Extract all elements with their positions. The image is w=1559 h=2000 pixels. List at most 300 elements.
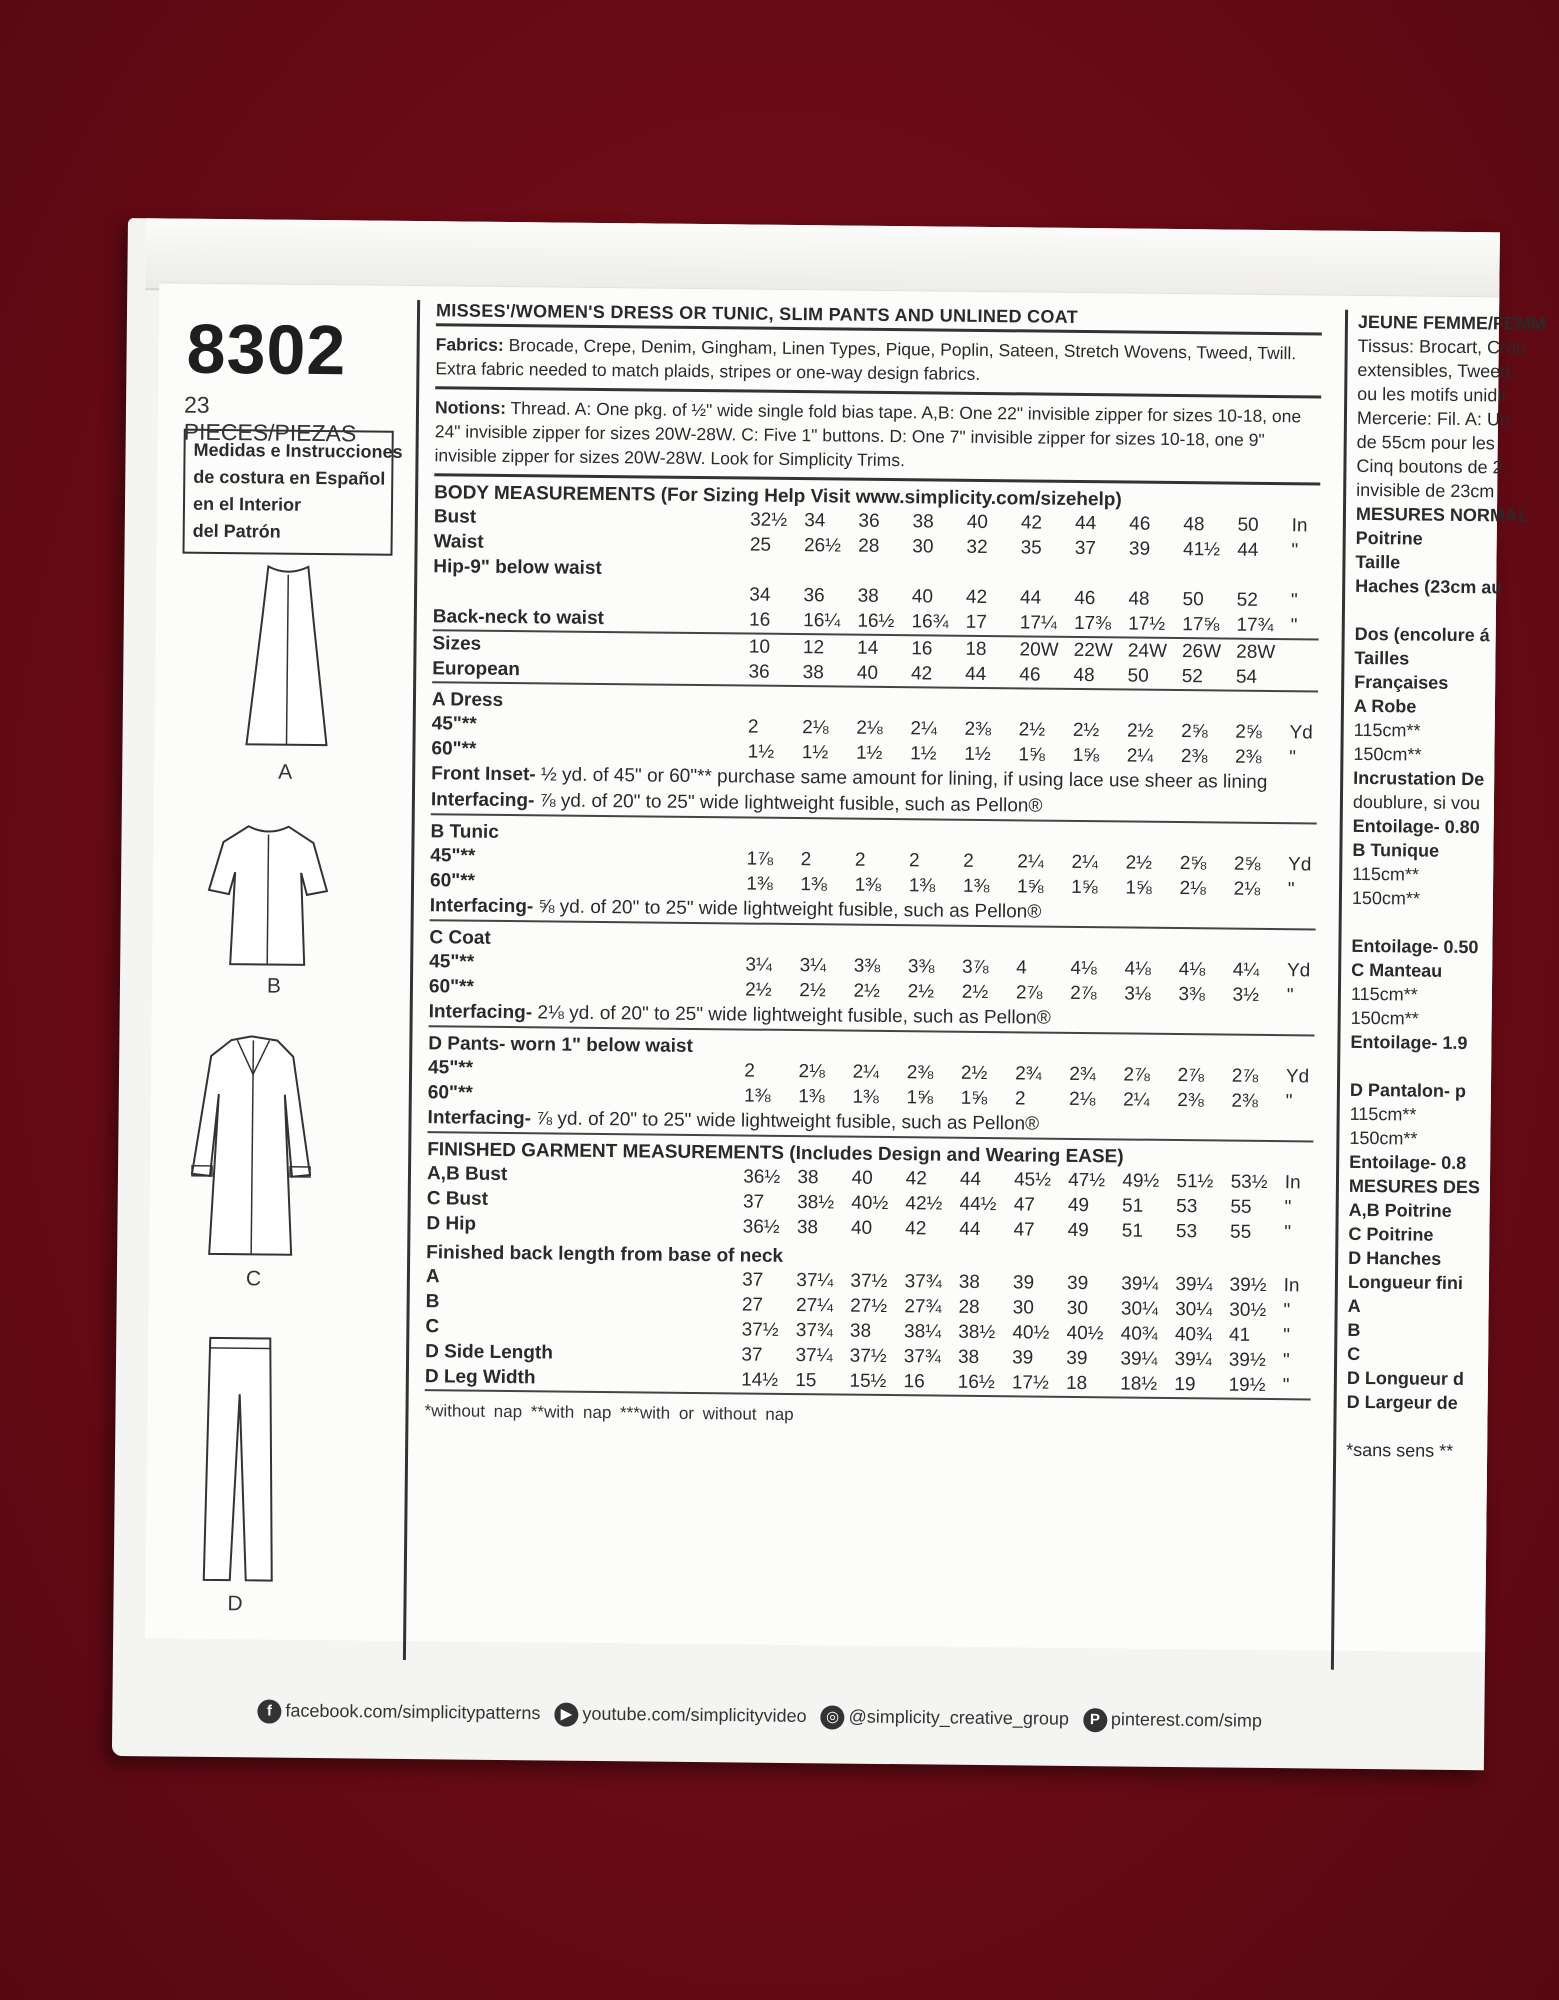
table-cell: 2¼ — [852, 1061, 880, 1083]
row-label: Bust — [433, 505, 477, 528]
table-cell: 17½ — [1128, 612, 1166, 635]
french-line: D Pantalon- p — [1349, 1079, 1467, 1102]
table-cell: 39¼ — [1174, 1348, 1212, 1370]
table-cell: 2⅝ — [1181, 720, 1208, 742]
table-cell — [1237, 563, 1291, 589]
table-cell: 1⅜ — [798, 1085, 825, 1107]
table-cell: 39¼ — [1175, 1273, 1213, 1295]
table-cell: 2½ — [1125, 851, 1153, 874]
french-line: invisible de 23cm — [1356, 479, 1495, 502]
table-cell: 37¾ — [795, 1319, 833, 1341]
table-cell: 3⅞ — [961, 956, 989, 978]
french-line: Entoilage- 0.50 — [1351, 935, 1479, 958]
table-cell: 40 — [966, 511, 989, 533]
french-line: A,B Poitrine — [1348, 1199, 1452, 1221]
coat-yardage-table — [429, 949, 1315, 1008]
french-line: 150cm** — [1353, 743, 1422, 765]
table-cell: 19 — [1174, 1373, 1196, 1395]
table-cell: 18½ — [1120, 1372, 1158, 1395]
table-cell: 17½ — [1011, 1371, 1049, 1394]
unit-cell — [1290, 640, 1318, 665]
french-line: Entoilage- 0.80 — [1352, 815, 1480, 838]
table-cell: 3⅜ — [907, 955, 935, 977]
table-cell: 27½ — [850, 1295, 888, 1317]
table-cell: 2¾ — [1015, 1062, 1042, 1085]
table-cell: 3⅜ — [1178, 983, 1205, 1005]
table-cell: 49½ — [1122, 1169, 1160, 1192]
table-cell — [1129, 561, 1183, 587]
spanish-line: en el Interior — [192, 493, 302, 515]
table-cell: 28W — [1236, 641, 1276, 663]
table-cell: 28 — [958, 1296, 980, 1318]
table-cell: 2½ — [1072, 719, 1100, 741]
table-cell: 51 — [1121, 1219, 1144, 1242]
table-cell: 3¼ — [799, 954, 827, 976]
table-cell: 2 — [800, 848, 812, 870]
view-label-a: A — [278, 760, 293, 784]
table-cell: 2⅜ — [1180, 745, 1208, 767]
table-cell: 38 — [802, 661, 824, 683]
table-cell: 51½ — [1176, 1170, 1214, 1192]
french-line: MESURES DES — [1348, 1175, 1481, 1198]
table-cell: 54 — [1235, 666, 1258, 688]
back-length-heading: Finished back length from base of neck — [426, 1242, 784, 1267]
table-cell: 2⅞ — [1177, 1064, 1205, 1086]
table-cell: 32½ — [750, 509, 788, 531]
table-cell: 48 — [1073, 664, 1095, 686]
table-cell: 2¼ — [1126, 744, 1154, 767]
table-cell: 2½ — [907, 980, 935, 1002]
left-column — [157, 283, 403, 1635]
social-link-text: @simplicity_creative_group — [848, 1706, 1070, 1729]
row-label: C — [425, 1315, 440, 1337]
table-cell: 30 — [1012, 1296, 1034, 1319]
table-cell: 38 — [912, 510, 934, 532]
french-line: Entoilage- 1.9 — [1350, 1031, 1468, 1054]
table-cell: 17¾ — [1236, 614, 1274, 636]
table-cell: 38 — [796, 1216, 819, 1238]
coat-heading: C Coat — [429, 927, 491, 949]
unit-cell: In — [1291, 514, 1308, 536]
table-cell: 40½ — [851, 1192, 889, 1214]
row-label: 60"** — [428, 975, 475, 998]
table-cell: 18 — [1065, 1372, 1088, 1394]
table-cell: 44 — [1020, 586, 1042, 609]
table-cell: 52 — [1236, 589, 1258, 611]
french-line: 115cm** — [1349, 1103, 1417, 1125]
row-label: D Side Length — [425, 1340, 553, 1364]
table-cell: 26½ — [803, 534, 842, 556]
table-cell: 39 — [1066, 1347, 1088, 1369]
table-cell: 15 — [795, 1369, 817, 1391]
table-cell: 16½ — [857, 610, 895, 632]
unit-cell: " — [1282, 1349, 1290, 1371]
table-cell: 39¼ — [1121, 1272, 1159, 1295]
row-label: D Hip — [426, 1212, 477, 1235]
unit-cell: " — [1289, 746, 1297, 768]
table-cell: 19½ — [1228, 1374, 1266, 1396]
row-label: 45"** — [430, 844, 476, 867]
unit-cell: Yd — [1286, 959, 1311, 981]
table-cell: 30 — [1066, 1297, 1089, 1319]
table-cell: 17⅝ — [1182, 613, 1220, 635]
table-cell: 48 — [1128, 587, 1150, 610]
pants-yardage-table — [428, 1055, 1314, 1114]
social-link-text: youtube.com/simplicityvideo — [582, 1703, 807, 1726]
french-line: 150cm** — [1350, 1007, 1419, 1029]
table-cell: 40 — [851, 1167, 873, 1189]
french-instructions-column — [1331, 310, 1558, 1672]
table-cell: 37½ — [849, 1345, 887, 1367]
french-line: D Largeur de — [1346, 1391, 1458, 1413]
table-cell: 1⅜ — [800, 873, 828, 895]
table-cell: 37¾ — [903, 1345, 941, 1368]
table-cell: 1⅜ — [744, 1085, 771, 1107]
table-cell: 37 — [742, 1190, 765, 1213]
table-cell — [912, 559, 966, 585]
table-cell: 22W — [1073, 639, 1113, 661]
french-line: 115cm** — [1350, 983, 1418, 1005]
notions-text: Thread. A: One pkg. of ½" wide single fold bias tape. A,B: One 22" invisible zipper for sizes 10-18, one 24" invisible zipper for sizes 20W-28W. C: Five 1" buttons. D: One 7" invisible zipper for sizes 10-18, one 9" invisible zipper for sizes 20W-28W. Look for Simplicity Trims. — [434, 398, 1302, 471]
pattern-envelope — [112, 218, 1547, 1770]
unit-cell: Yd — [1288, 853, 1312, 875]
table-cell: 17 — [965, 611, 987, 633]
pattern-number: 8302 — [186, 309, 347, 390]
table-cell: 37 — [741, 1343, 763, 1366]
french-line: Incrustation De — [1353, 767, 1485, 790]
row-label — [433, 579, 750, 607]
fabrics-label: Fabrics: — [435, 334, 504, 355]
table-cell: 44 — [959, 1168, 982, 1190]
table-cell: 44½ — [959, 1193, 997, 1215]
social-link — [1083, 1708, 1262, 1734]
french-line: MESURES NORMAL — [1355, 503, 1530, 526]
table-cell: 44 — [959, 1218, 981, 1240]
table-cell: 48 — [1183, 513, 1205, 535]
table-cell: 38½ — [958, 1321, 996, 1343]
row-label: Hip-9" below waist — [433, 555, 602, 579]
table-cell: 16 — [911, 637, 933, 659]
interfacing-label: Interfacing- — [427, 1107, 532, 1130]
row-label: 45"** — [431, 712, 477, 735]
row-label: Sizes — [432, 632, 482, 655]
table-cell: 38¼ — [904, 1320, 942, 1343]
unit-cell: " — [1291, 539, 1299, 561]
table-cell: 2½ — [745, 979, 772, 1001]
unit-cell: " — [1283, 1324, 1291, 1346]
inset-text: ½ yd. of 45" or 60"** purchase same amount for lining, if using lace use sheer as lining — [540, 764, 1268, 793]
facebook-icon: f — [257, 1699, 281, 1723]
table-cell: 4⅛ — [1070, 957, 1097, 979]
french-line: 150cm** — [1351, 887, 1421, 909]
tunic-sketch — [202, 822, 334, 973]
interfacing-label: Interfacing- — [430, 789, 535, 812]
table-cell: 16 — [748, 609, 771, 631]
unit-cell: In — [1283, 1274, 1300, 1296]
french-line: *sans sens ** — [1346, 1439, 1454, 1461]
french-line: de 55cm pour les — [1356, 431, 1495, 454]
table-cell: 30¼ — [1120, 1297, 1159, 1320]
french-line: D Longueur d — [1346, 1367, 1465, 1390]
youtube-icon: ▶ — [554, 1703, 578, 1727]
notions-label: Notions: — [434, 397, 507, 418]
finished-measurements-table — [426, 1161, 1313, 1245]
table-cell: 44 — [1074, 512, 1097, 534]
table-cell — [858, 559, 912, 585]
table-cell: 2⅞ — [1070, 982, 1097, 1004]
table-cell: 38 — [957, 1346, 980, 1368]
table-cell: 2½ — [960, 1062, 988, 1084]
table-cell: 2⅝ — [1179, 852, 1207, 874]
french-line — [1346, 1414, 1546, 1440]
table-cell: 18 — [965, 638, 987, 660]
table-cell: 34 — [804, 509, 826, 531]
table-cell: 41 — [1228, 1324, 1251, 1346]
table-cell: 2⅜ — [1234, 746, 1262, 768]
nap-footnote: *without nap **with nap ***with or without nap — [424, 1401, 794, 1425]
table-cell: 38 — [849, 1320, 872, 1342]
table-cell: 37 — [1074, 537, 1097, 559]
table-cell: 1⅜ — [854, 874, 882, 896]
table-cell: 26W — [1181, 640, 1222, 662]
table-cell: 47 — [1013, 1218, 1035, 1241]
table-cell: 38 — [958, 1271, 981, 1293]
french-line: Cinq boutons de 2. — [1356, 455, 1508, 478]
table-cell: 2½ — [961, 981, 989, 1003]
french-line: A Robe — [1353, 695, 1417, 717]
interfacing-label: Interfacing- — [429, 895, 534, 918]
interfacing-text: ⅝ yd. of 20" to 25" wide lightweight fusible, such as Pellon® — [538, 896, 1042, 923]
table-cell: 1⅜ — [746, 873, 773, 895]
french-line: Entoilage- 0.8 — [1349, 1151, 1467, 1174]
table-cell: 14 — [857, 637, 879, 659]
table-cell: 2 — [908, 849, 920, 871]
table-cell: 50 — [1127, 664, 1149, 687]
view-label-d: D — [227, 1592, 243, 1616]
unit-cell: " — [1284, 1221, 1292, 1243]
table-cell — [1020, 560, 1074, 586]
french-line: ou les motifs unidir — [1357, 383, 1508, 406]
table-cell: 2 — [1014, 1087, 1026, 1109]
table-cell: 47 — [1013, 1193, 1036, 1216]
table-cell: 20W — [1019, 638, 1059, 661]
french-line: A — [1347, 1295, 1361, 1316]
table-cell: 46 — [1129, 513, 1151, 535]
table-cell: 45½ — [1013, 1168, 1052, 1191]
table-cell: 46 — [1074, 587, 1096, 609]
pieces-count: 23 PIECES/PIEZAS — [183, 391, 357, 447]
french-line: B Tunique — [1352, 839, 1440, 861]
table-cell: 4⅛ — [1178, 958, 1206, 980]
table-cell: 38 — [857, 585, 879, 607]
table-cell: 2½ — [853, 980, 881, 1002]
table-cell: 30 — [912, 535, 934, 557]
table-cell: 40 — [911, 585, 934, 607]
french-line: C Manteau — [1351, 959, 1443, 981]
interfacing-text: ⅞ yd. of 20" to 25" wide lightweight fusible, such as Pellon® — [539, 790, 1043, 817]
instagram-icon: ◎ — [820, 1705, 844, 1729]
table-cell: 52 — [1181, 665, 1204, 687]
table-cell: 39 — [1066, 1272, 1089, 1294]
table-cell: 40½ — [1066, 1322, 1104, 1344]
table-cell: 38 — [797, 1166, 819, 1188]
french-line: doublure, si vou — [1352, 791, 1481, 814]
table-cell: 2⅜ — [964, 718, 992, 740]
interfacing-text: 2⅛ yd. of 20" to 25" wide lightweight fusible, such as Pellon® — [537, 1002, 1051, 1029]
table-cell: 39½ — [1229, 1274, 1267, 1296]
french-line: Tailles — [1354, 647, 1410, 669]
table-cell: 44 — [965, 663, 987, 685]
table-cell: 27 — [741, 1293, 764, 1316]
table-cell: 2½ — [1018, 718, 1046, 741]
french-line: Dos (encolure á — [1354, 623, 1490, 646]
row-label: 45"** — [428, 1056, 474, 1079]
table-cell: 39 — [1012, 1271, 1035, 1294]
table-cell: 1½ — [964, 743, 991, 765]
table-cell: 55 — [1230, 1196, 1252, 1218]
table-cell: 2⅛ — [856, 717, 883, 739]
french-line — [1355, 598, 1555, 624]
unit-cell — [1291, 563, 1319, 588]
table-cell: 36 — [803, 584, 825, 606]
table-cell: 10 — [748, 636, 771, 658]
table-cell: 42 — [910, 662, 933, 684]
table-cell: 1½ — [855, 742, 883, 764]
french-line: Taille — [1355, 551, 1401, 573]
english-instructions-column — [403, 300, 1322, 1669]
spanish-line: del Patrón — [192, 520, 281, 542]
tunic-heading: B Tunic — [430, 821, 499, 843]
row-label: Back-neck to waist — [432, 605, 605, 629]
pants-heading: D Pants- worn 1" below waist — [428, 1033, 693, 1057]
french-line: JEUNE FEMME/FEMM — [1357, 311, 1547, 334]
french-line: 150cm** — [1349, 1127, 1418, 1149]
unit-cell — [1290, 665, 1318, 690]
table-cell: 2⅛ — [1179, 877, 1207, 899]
unit-cell: " — [1283, 1299, 1291, 1321]
table-cell: 16½ — [957, 1371, 995, 1393]
french-line: D Hanches — [1348, 1247, 1442, 1269]
row-label: 45"** — [429, 950, 475, 973]
table-cell: 4⅛ — [1124, 957, 1152, 980]
table-cell: 39 — [1128, 538, 1151, 560]
table-cell: 35 — [1020, 536, 1042, 559]
table-cell: 50 — [1182, 588, 1204, 610]
table-cell: 40¾ — [1120, 1322, 1158, 1345]
table-cell: 3⅜ — [853, 955, 881, 977]
table-cell: 1⅜ — [962, 875, 990, 897]
table-cell: 2 — [747, 716, 759, 738]
fabrics-paragraph — [435, 332, 1321, 389]
table-cell: 1⅝ — [1125, 876, 1152, 899]
spanish-line: Medidas e Instrucciones — [193, 439, 403, 462]
table-cell: 37¼ — [796, 1269, 834, 1291]
table-cell: 1⅝ — [1071, 876, 1098, 898]
unit-cell: " — [1286, 984, 1294, 1006]
french-line: 115cm** — [1352, 863, 1420, 885]
table-cell: 3½ — [1232, 984, 1260, 1006]
body-measurements-heading: BODY MEASUREMENTS (For Sizing Help Visit www.simplicity.com/sizehelp) — [434, 482, 1122, 511]
finished-measurements-heading: FINISHED GARMENT MEASUREMENTS (Includes Design and Wearing EASE) — [427, 1139, 1124, 1168]
table-cell: 2⅜ — [906, 1061, 934, 1083]
notions-paragraph — [434, 395, 1321, 476]
table-cell: 2⅜ — [1231, 1090, 1259, 1112]
unit-cell: " — [1290, 614, 1298, 636]
table-cell: 1⅝ — [1016, 875, 1044, 898]
back-length-table — [425, 1264, 1312, 1398]
row-label: C Bust — [426, 1187, 489, 1210]
table-cell: 38½ — [797, 1191, 835, 1213]
table-cell: 16 — [903, 1370, 925, 1392]
table-cell: 53 — [1175, 1220, 1198, 1242]
table-cell: 37½ — [741, 1318, 779, 1341]
table-cell: 55 — [1230, 1221, 1252, 1243]
french-line: extensibles, Tweed, — [1357, 359, 1516, 382]
table-cell: 2⅞ — [1231, 1065, 1259, 1087]
table-cell: 49 — [1067, 1194, 1090, 1216]
table-cell: 36½ — [742, 1215, 780, 1238]
table-cell: 40½ — [1012, 1321, 1050, 1344]
table-cell: 14½ — [741, 1368, 779, 1391]
table-cell: 36 — [858, 510, 880, 532]
table-cell: 4 — [1016, 956, 1027, 978]
french-line — [1352, 910, 1552, 936]
table-cell: 3¼ — [745, 954, 773, 976]
tunic-yardage-table — [430, 843, 1316, 902]
table-cell: 1½ — [910, 742, 937, 764]
french-line: Françaises — [1354, 671, 1449, 693]
french-line: B — [1347, 1319, 1361, 1340]
unit-cell: Yd — [1285, 1065, 1310, 1087]
table-cell: 42 — [965, 586, 988, 608]
table-cell — [1074, 561, 1128, 587]
table-cell: 53 — [1176, 1195, 1198, 1217]
unit-cell: In — [1284, 1171, 1301, 1193]
table-cell: 30¼ — [1175, 1298, 1213, 1320]
table-cell: 2¼ — [1123, 1088, 1150, 1111]
table-cell: 39¼ — [1120, 1347, 1158, 1370]
table-cell: 15½ — [849, 1370, 887, 1392]
table-cell: 2⅛ — [1068, 1088, 1096, 1110]
dress-sketch — [236, 562, 338, 753]
french-line: Tissus: Brocart, Crêp — [1357, 335, 1527, 358]
table-cell: 17¼ — [1019, 611, 1057, 634]
social-links-bar — [257, 1699, 1507, 1736]
table-cell: 32 — [966, 536, 988, 558]
table-cell — [804, 558, 858, 584]
row-label: 60"** — [427, 1081, 473, 1104]
sizes-table — [432, 631, 1318, 690]
table-cell — [1183, 562, 1237, 588]
row-label: European — [432, 657, 521, 680]
interfacing-text: ⅞ yd. of 20" to 25" wide lightweight fusible, such as Pellon® — [536, 1108, 1040, 1135]
table-cell: 2⅛ — [798, 1060, 826, 1082]
table-cell: 1⅜ — [908, 874, 936, 896]
table-cell: 1⅝ — [1018, 743, 1046, 766]
table-cell: 1⅝ — [1072, 744, 1100, 766]
inset-label: Front Inset- — [431, 763, 536, 786]
table-cell: 1⅜ — [852, 1086, 879, 1108]
table-cell: 2⅝ — [1233, 853, 1261, 875]
french-line: Haches (23cm au — [1355, 575, 1503, 598]
row-label: D Leg Width — [424, 1365, 536, 1388]
french-line: C Poitrine — [1348, 1223, 1434, 1245]
pinterest-icon: P — [1083, 1708, 1107, 1732]
table-cell: 36 — [748, 661, 770, 683]
unit-cell: " — [1287, 878, 1295, 900]
table-cell: 36½ — [743, 1165, 781, 1188]
table-cell: 2¼ — [910, 717, 937, 739]
